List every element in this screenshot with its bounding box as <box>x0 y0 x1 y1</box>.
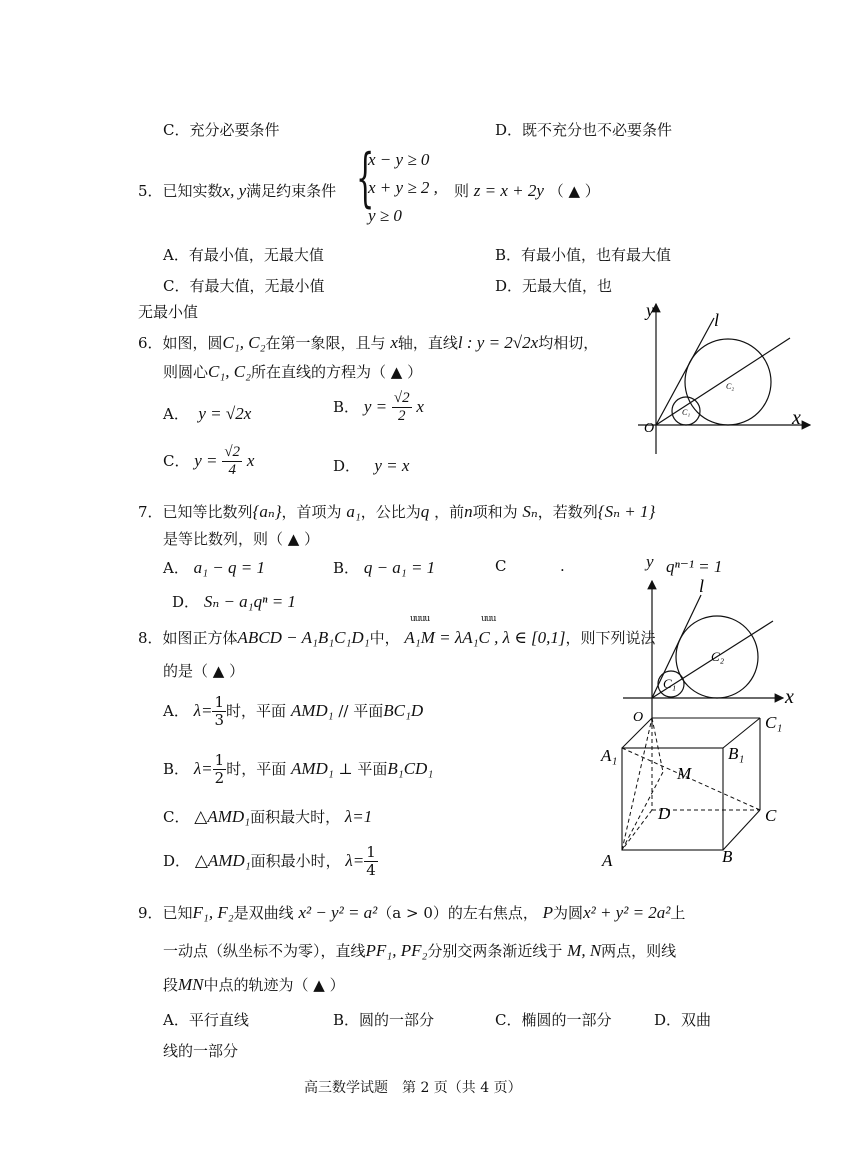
q9-option-a: A．平行直线 <box>163 1011 249 1029</box>
q6-fig-x-label: x <box>792 407 801 429</box>
q9-stem-2: 一动点（纵坐标不为零），直线PF₁, PF₂分别交两条渐近线于 M, N两点，则线 <box>163 941 677 960</box>
q7-stem-2: 是等比数列，则（ ▲ ） <box>163 530 320 548</box>
q8-fig-c1b-label: C₁ <box>765 713 783 732</box>
q7-option-d: D． Sₙ − a₁qⁿ = 1 <box>172 592 296 611</box>
q6-fig-y-label: y <box>646 300 654 320</box>
q8-stem-1: 8．如图正方体ABCD − A₁B₁C₁D₁中， A₁M = λA₁C , λ ∈ [0,1]，则下列说法 <box>138 628 656 647</box>
q6-fig-o-label: O <box>644 421 655 436</box>
q7-option-a: A． a₁ − q = 1 <box>163 558 265 577</box>
q6-fig-l-label: l <box>714 310 720 330</box>
q5-stem: 5．已知实数x, y满足约束条件 <box>138 181 337 200</box>
q8-fig-b1-label: B₁ <box>728 744 745 763</box>
q8-option-a: A． λ= $\frac{1}{3}$ 时，平面 AMD₁ // 平面BC₁D <box>163 693 424 730</box>
q7-option-c: C <box>495 557 507 575</box>
q9-stem-1: 9．已知F₁, F₂是双曲线 x² − y² = a²（a > 0）的左右焦点， P为圆x² + y² = 2a²上 <box>138 903 686 922</box>
q8-fig-c1-label: C₁ <box>663 676 677 691</box>
q5-option-c: C．有最大值，无最小值 <box>163 277 325 295</box>
q8-fig-c-label: C <box>765 806 777 825</box>
q5-option-b: B．有最小值，也有最大值 <box>495 246 672 264</box>
q6-option-a: A． y = √2x <box>163 404 252 423</box>
q5-brace: { <box>356 141 375 215</box>
q7-option-c-eq: qⁿ⁻¹ = 1 <box>666 557 723 576</box>
q6-stem-2: 则圆心C₁, C₂所在直线的方程为（ ▲ ） <box>163 362 423 381</box>
q4-option-d: D．既不充分也不必要条件 <box>495 121 673 139</box>
q8-fig-b-label: B <box>722 847 733 866</box>
q8-fig-d-label: D <box>658 804 671 823</box>
q6-stem-1: 6．如图，圆C₁, C₂在第一象限，且与 x轴，直线l : y = 2√2x均相切， <box>138 333 599 352</box>
q7-fig-y-label: y <box>646 552 654 571</box>
q6-figure <box>630 296 820 456</box>
q9-option-c: C．椭圆的一部分 <box>495 1011 612 1029</box>
q6-fig-c2-label: C₂ <box>726 382 735 391</box>
q8-vector-marks: uuuu <box>410 614 430 624</box>
q8-vector-marks-2: uuu <box>481 614 496 624</box>
q8-fig-m-label: M <box>677 764 692 783</box>
q8-figure <box>595 575 800 875</box>
page-footer: 高三数学试题 第 2 页（共 4 页） <box>304 1080 522 1096</box>
q6-option-c: C． y = $\frac{√2}{4}$ x <box>163 444 255 479</box>
q8-fig-l-label: l <box>699 576 705 596</box>
q9-option-d: D．双曲 <box>654 1011 712 1029</box>
q7-option-c-dot: . <box>560 557 565 575</box>
q5-objective: 则 z = x + 2y （ ▲ ） <box>454 181 600 200</box>
q8-option-c: C． △AMD₁面积最大时， λ=1 <box>163 807 373 826</box>
q5-constraint-3: y ≥ 0 <box>368 206 402 225</box>
q5-option-d: D．无最大值，也 <box>495 277 613 295</box>
q5-constraint-1: x − y ≥ 0 <box>368 150 430 169</box>
q8-option-d: D． △AMD₁面积最小时， λ= $\frac{1}{4}$ <box>163 843 376 880</box>
q6-fig-c1-label: C₁ <box>682 408 691 417</box>
q5-option-a: A．有最小值，无最大值 <box>163 246 324 264</box>
q8-option-b: B． λ= $\frac{1}{2}$ 时，平面 AMD₁ ⊥ 平面B₁CD₁ <box>163 751 434 788</box>
q6-option-b: B． y = $\frac{√2}{2}$ x <box>333 390 424 425</box>
q5-constraint-2: x + y ≥ 2 , <box>368 178 438 197</box>
q8-fig-o-label: O <box>633 710 644 725</box>
q5-option-d-wrap: 无最小值 <box>138 303 199 321</box>
q9-option-b: B．圆的一部分 <box>333 1011 435 1029</box>
q8-fig-a-label: A <box>602 851 613 870</box>
q7-option-b: B． q − a₁ = 1 <box>333 558 436 577</box>
q9-stem-3: 段MN中点的轨迹为（ ▲ ） <box>163 975 345 994</box>
q8-fig-c2-label: C₂ <box>711 649 725 664</box>
q7-stem-1: 7．已知等比数列{aₙ}，首项为 a₁，公比为q ，前n项和为 Sₙ，若数列{Sₙ + 1} <box>138 502 656 521</box>
q9-option-d-wrap: 线的一部分 <box>163 1042 239 1060</box>
q8-fig-a1-label: A₁ <box>601 746 618 765</box>
q8-stem-2: 的是（ ▲ ） <box>163 662 245 680</box>
q4-option-c: C．充分必要条件 <box>163 121 280 139</box>
q6-option-d: D． y = x <box>333 456 410 475</box>
q8-fig-x-label: x <box>785 686 794 708</box>
